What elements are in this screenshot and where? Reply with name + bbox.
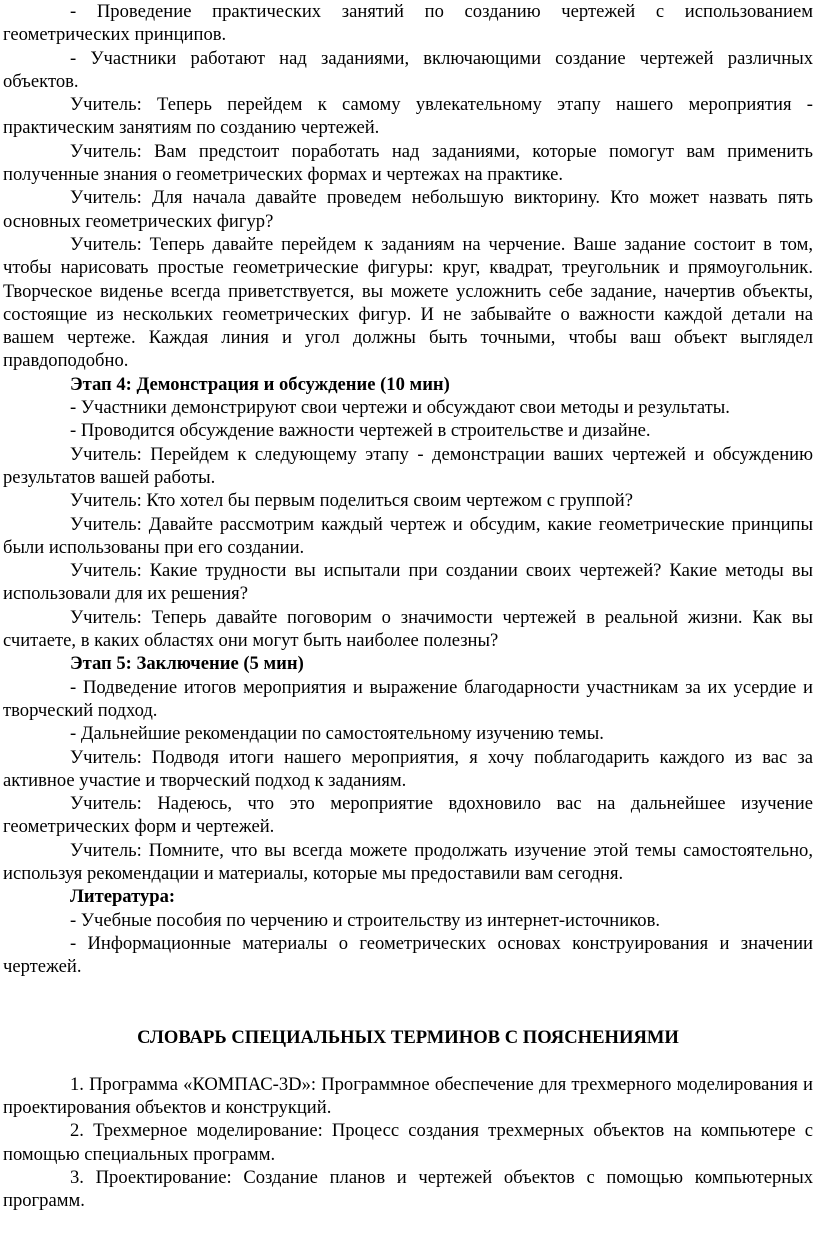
- paragraph: Учитель: Надеюсь, что это мероприятие вдохновило вас на дальнейшее изучение геометрических форм и чертежей.: [3, 793, 813, 838]
- paragraph: Учитель: Помните, что вы всегда можете продолжать изучение этой темы самостоятельно, используя рекомендации и материалы, которые мы предоставили вам сегодня.: [3, 839, 813, 884]
- literature-item: - Учебные пособия по черчению и строительству из интернет-источников.: [70, 909, 661, 931]
- paragraph: Учитель: Теперь давайте поговорим о значимости чертежей в реальной жизни. Как вы считаете, в каких областях они могут быть наиболее полезны?: [3, 606, 813, 652]
- paragraph: - Дальнейшие рекомендации по самостоятельному изучению темы.: [70, 723, 604, 745]
- paragraph: - Участники работают над заданиями, включающими создание чертежей различных объектов.: [3, 47, 813, 92]
- paragraph: Учитель: Подводя итоги нашего мероприятия, я хочу поблагодарить каждого из вас за активное участие и творческий подход к заданиям.: [3, 746, 813, 791]
- glossary-item: 3. Проектирование: Создание планов и чертежей объектов с помощью компьютерных программ.: [3, 1166, 813, 1212]
- spacer: [3, 1050, 813, 1073]
- paragraph: Учитель: Теперь перейдем к самому увлекательному этапу нашего мероприятия - практическим занятиям по созданию чертежей.: [3, 94, 813, 139]
- paragraph: Учитель: Вам предстоит поработать над заданиями, которые помогут вам применить полученные знания о геометрических формах и чертежах на практике.: [3, 140, 813, 186]
- literature-item: - Информационные материалы о геометрических основах конструирования и значении чертежей.: [3, 932, 813, 978]
- paragraph: - Участники демонстрируют свои чертежи и обсуждают свои методы и результаты.: [70, 397, 730, 419]
- stage5-heading: Этап 5: Заключение (5 мин): [70, 653, 304, 675]
- stage4-heading: Этап 4: Демонстрация и обсуждение (10 мин): [70, 373, 450, 395]
- glossary-item: 2. Трехмерное моделирование: Процесс создания трехмерных объектов на компьютере с помощью специальных программ.: [3, 1120, 813, 1165]
- literature-heading: Литература:: [70, 886, 176, 908]
- paragraph: Учитель: Давайте рассмотрим каждый чертеж и обсудим, какие геометрические принципы были использованы при его создании.: [3, 513, 813, 558]
- glossary-item: 1. Программа «КОМПАС-3D»: Программное обеспечение для трехмерного моделирования и проектирования объектов и конструкций.: [3, 1073, 813, 1119]
- paragraph: - Проводится обсуждение важности чертежей в строительстве и дизайне.: [70, 420, 651, 442]
- paragraph: Учитель: Кто хотел бы первым поделиться своим чертежом с группой?: [70, 490, 634, 512]
- paragraph: Учитель: Теперь давайте перейдем к заданиям на черчение. Ваше задание состоит в том, чтобы нарисовать простые геометрические фигуры: круг, квадрат, треугольник и прямоугольник. Творческое виденье всегда приветствуется, вы можете усложнить себе задание, начертив объекты, состоящие из нескольких геометрических фигур. И не забывайте о важности каждой детали на вашем чертеже. Каждая линия и угол должны быть точными, чтобы ваш объект выглядел правдоподобно.: [3, 233, 813, 372]
- paragraph: - Подведение итогов мероприятия и выражение благодарности участникам за их усердие и творческий подход.: [3, 676, 813, 721]
- paragraph: Учитель: Для начала давайте проведем небольшую викторину. Кто может назвать пять основных геометрических фигур?: [3, 187, 813, 232]
- paragraph: - Проведение практических занятий по созданию чертежей с использованием геометрических принципов.: [3, 1, 813, 46]
- paragraph: Учитель: Перейдем к следующему этапу - демонстрации ваших чертежей и обсуждению результатов вашей работы.: [3, 443, 813, 488]
- paragraph: Учитель: Какие трудности вы испытали при создании своих чертежей? Какие методы вы использовали для их решения?: [3, 560, 813, 605]
- spacer: [3, 978, 813, 1026]
- glossary-title: СЛОВАРЬ СПЕЦИАЛЬНЫХ ТЕРМИНОВ С ПОЯСНЕНИЯМИ: [137, 1027, 679, 1049]
